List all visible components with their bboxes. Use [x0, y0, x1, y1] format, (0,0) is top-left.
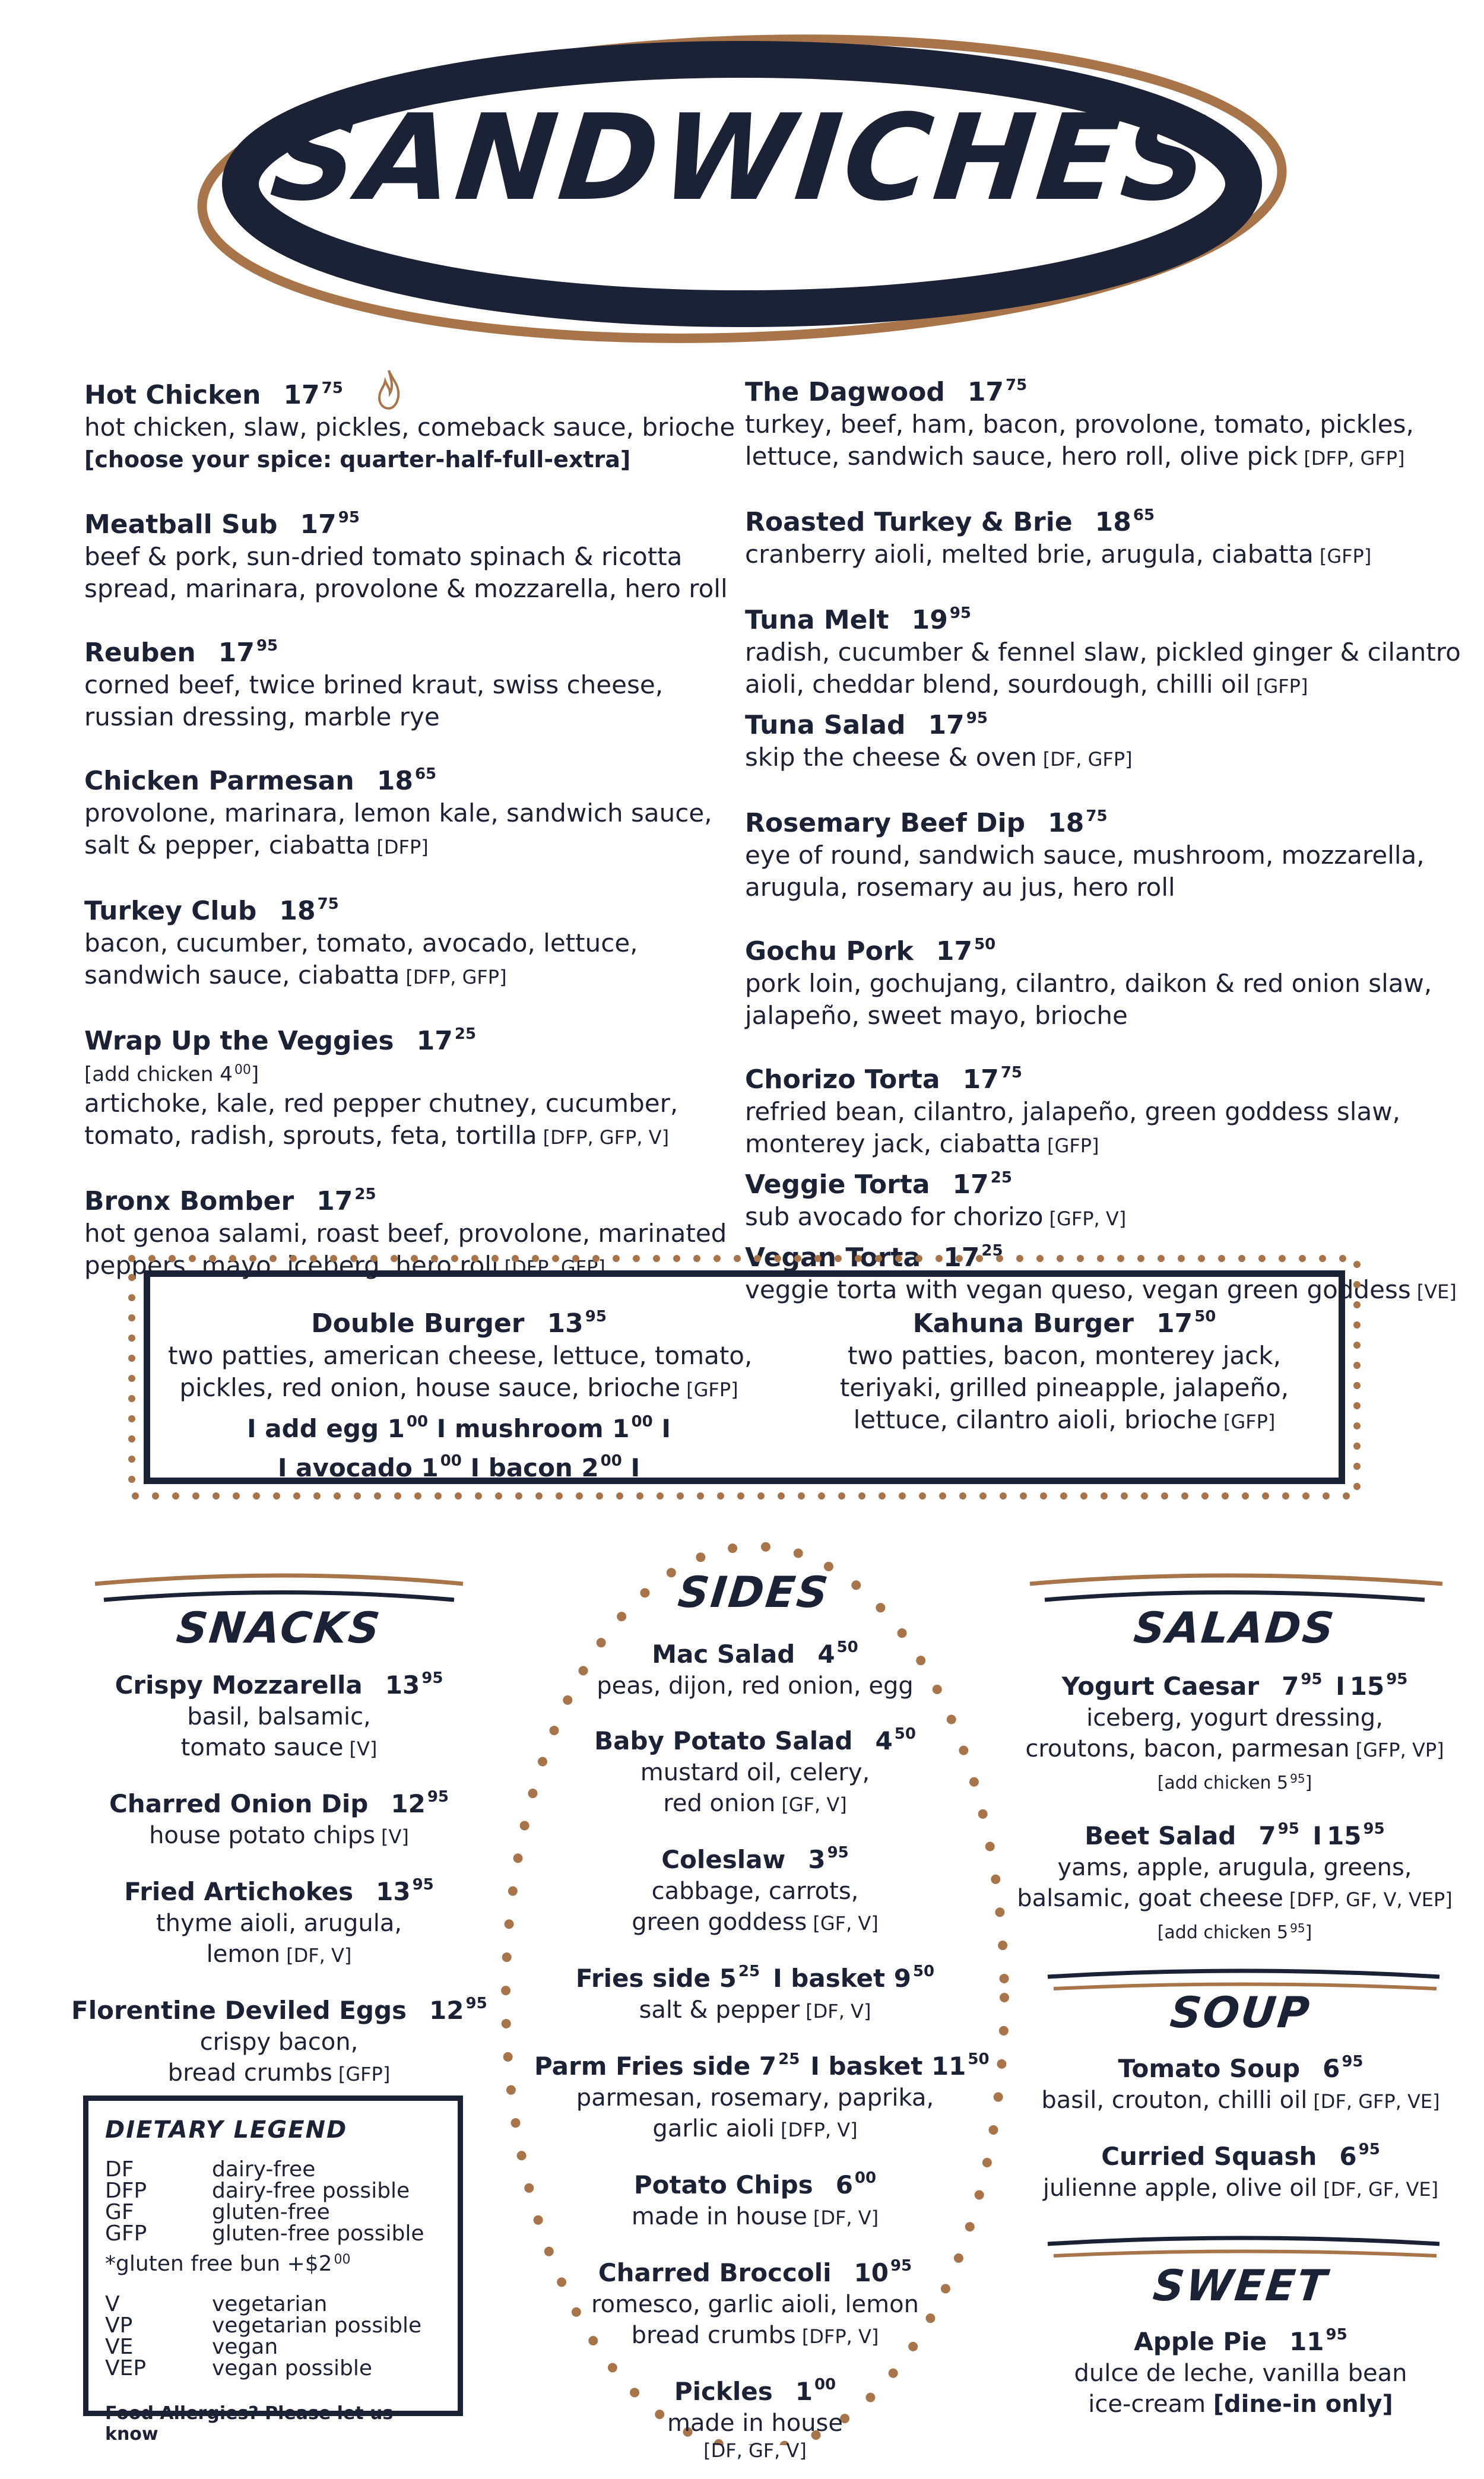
menu-item-hot-chicken	[84, 369, 735, 475]
item-price-cents: 50	[912, 1963, 935, 1980]
menu-item-roasted-turkey-brie	[745, 499, 1422, 572]
menu-item-fried-artichokes	[71, 1869, 487, 1971]
item-desc: tomato sauce	[180, 1734, 344, 1761]
item-desc: sub avocado for chorizo	[745, 1202, 1044, 1231]
title-banner	[0, 0, 1484, 356]
item-price-cents: 95	[1386, 1670, 1408, 1688]
item-price: 10	[854, 2258, 889, 2287]
item-name: Tuna Melt	[745, 605, 889, 635]
item-desc: lettuce, sandwich sauce, hero roll, olive pick	[745, 442, 1298, 471]
menu-item-kahuna-burger	[803, 1301, 1326, 1438]
item-desc: iceberg, yogurt dressing,	[1086, 1704, 1383, 1732]
legend-value: gluten-free	[212, 2200, 330, 2224]
menu-item-tuna-melt	[745, 597, 1461, 702]
item-price: 17	[1156, 1308, 1193, 1339]
item-price: 18	[376, 766, 413, 796]
addon-note-cents: 95	[1290, 1771, 1305, 1786]
item-price-cents: 25	[738, 1963, 760, 1980]
dietary-tag: [GFP]	[1223, 1410, 1276, 1433]
item-desc: spread, marinara, provolone & mozzarella, hero roll	[84, 574, 728, 603]
item-name: Gochu Pork	[745, 936, 914, 966]
menu-item-pickles	[534, 2369, 976, 2462]
legend-row	[105, 2223, 441, 2245]
item-price: 12	[391, 1789, 426, 1818]
salads-column	[1003, 1663, 1466, 1963]
legend-bun-text: *gluten free bun +$2	[105, 2252, 332, 2276]
section-title-sides: SIDES	[676, 1567, 832, 1617]
item-price-cents: 00	[814, 2376, 836, 2394]
menu-item-tuna-salad	[745, 702, 1422, 775]
item-desc: veggie torta with vegan queso, vegan green goddess	[745, 1275, 1411, 1304]
item-desc: thyme aioli, arugula,	[156, 1910, 402, 1937]
legend-title: DIETARY LEGEND	[105, 2116, 348, 2144]
dietary-tag: [V]	[381, 1825, 409, 1848]
dine-in-note: [dine-in only]	[1213, 2391, 1393, 2418]
addon-cents: 00	[440, 1452, 462, 1470]
legend-bun-note	[105, 2249, 441, 2275]
item-desc: romesco, garlic aioli, lemon	[591, 2291, 919, 2318]
item-price: 17	[300, 509, 337, 540]
item-name: Mac Salad	[652, 1640, 795, 1669]
legend-value: dairy-free	[212, 2157, 316, 2182]
item-desc: refried bean, cilantro, jalapeño, green goddess slaw,	[745, 1097, 1400, 1126]
item-price-cents: 95	[966, 709, 988, 727]
addon-cents: 00	[406, 1413, 429, 1431]
item-desc: croutons, bacon, parmesan	[1025, 1735, 1350, 1762]
item-price: 6	[1339, 2142, 1357, 2171]
item-desc: cabbage, carrots,	[651, 1878, 859, 1905]
item-price: 17	[952, 1169, 989, 1200]
menu-item-florentine-deviled-eggs	[71, 1987, 487, 2090]
menu-item-charred-onion-dip	[71, 1781, 487, 1852]
item-price-cents: 95	[890, 2257, 912, 2275]
menu-item-yogurt-caesar: Yogurt Caesar 7 $^{95}$ I 15 $^{95}$ iceberg, yogurt dressing, croutons, bacon, parmesan [GFP, VP] [add chicken 5 $^{95}$]	[1003, 1663, 1466, 1796]
item-price-cents: 95	[1363, 1820, 1385, 1838]
item-price-cents: 75	[1086, 807, 1108, 825]
legend-row	[105, 2315, 441, 2337]
dietary-tag: [GFP]	[338, 2063, 391, 2085]
item-price-cents: 95	[338, 509, 360, 527]
item-desc: balsamic, goat cheese	[1017, 1885, 1283, 1912]
addon-text: I bacon 2	[461, 1453, 599, 1482]
item-price-cents: 95	[1326, 2326, 1347, 2344]
item-name: Hot Chicken	[84, 380, 261, 410]
legend-value: gluten-free possible	[212, 2221, 424, 2246]
item-desc: yams, apple, arugula, greens,	[1057, 1854, 1412, 1881]
item-desc: made in house	[631, 2203, 807, 2230]
menu-item-chorizo-torta	[745, 1057, 1422, 1162]
legend-key: VE	[105, 2335, 134, 2359]
dietary-tag: [DF, GFP, VE]	[1313, 2090, 1440, 2113]
item-desc: russian dressing, marble rye	[84, 702, 440, 731]
item-price: 3	[808, 1845, 826, 1874]
menu-item-crispy-mozzarella	[71, 1662, 487, 1764]
item-price: 19	[911, 605, 948, 635]
dietary-tag: [GF, V]	[813, 1912, 879, 1935]
item-desc: parmesan, rosemary, paprika,	[576, 2084, 934, 2112]
menu-item-curried-squash	[1009, 2134, 1472, 2205]
item-price: 17	[218, 638, 255, 668]
item-price-cents: 95	[1342, 2053, 1363, 2071]
item-name: Double Burger	[311, 1308, 525, 1339]
item-desc: bread crumbs	[167, 2059, 332, 2087]
dietary-tag: [DF, GFP]	[1042, 748, 1133, 771]
item-desc: artichoke, kale, red pepper chutney, cucumber,	[84, 1089, 678, 1118]
item-desc: lemon	[206, 1941, 281, 1968]
addon-text: I mushroom 1	[428, 1414, 630, 1443]
menu-item-apple-pie	[1009, 2319, 1472, 2420]
legend-key: VEP	[105, 2356, 147, 2380]
dietary-tag: [DFP, GFP]	[405, 966, 507, 988]
menu-item-tomato-soup	[1009, 2046, 1472, 2117]
item-price-cents: 75	[317, 895, 339, 913]
item-price-large: 15	[1349, 1672, 1385, 1701]
item-price-cents: 50	[974, 936, 996, 953]
legend-row	[105, 2294, 441, 2315]
item-price: 7	[1258, 1821, 1276, 1850]
item-name: Coleslaw	[661, 1845, 786, 1874]
item-name: Yogurt Caesar	[1061, 1672, 1260, 1701]
legend-key: DF	[105, 2157, 134, 2182]
item-desc: made in house	[667, 2410, 843, 2437]
legend-key: DFP	[105, 2179, 147, 2203]
snacks-column	[71, 1662, 487, 2106]
item-price: 17	[283, 380, 320, 410]
item-price-cents: 95	[412, 1876, 434, 1894]
menu-item-veggie-torta	[745, 1162, 1422, 1235]
item-price-cents: 95	[827, 1844, 849, 1862]
item-desc: monterey jack, ciabatta	[745, 1129, 1042, 1158]
item-desc: julienne apple, olive oil	[1042, 2174, 1318, 2202]
addon-note-cents: 95	[1290, 1921, 1305, 1935]
item-price: 18	[279, 896, 316, 926]
item-spice-note: [choose your spice: quarter-half-full-extra]	[84, 446, 631, 473]
section-title-sweet: SWEET	[1150, 2261, 1331, 2310]
item-name: Bronx Bomber	[84, 1186, 294, 1216]
item-name: Rosemary Beef Dip	[745, 808, 1026, 838]
sweet-column	[1009, 2319, 1472, 2436]
item-price: 18	[1095, 507, 1131, 537]
item-name: Kahuna Burger	[912, 1308, 1134, 1339]
menu-item-chicken-parmesan	[84, 758, 725, 863]
item-desc: turkey, beef, ham, bacon, provolone, tomato, pickles,	[745, 410, 1414, 439]
menu-item-meatball-sub	[84, 502, 728, 605]
item-price-cents: 95	[465, 1995, 487, 2012]
item-desc: beef & pork, sun-dried tomato spinach & ricotta	[84, 542, 683, 571]
item-name: Veggie Torta	[745, 1169, 930, 1200]
dietary-tag: [DF, V]	[813, 2207, 879, 2229]
dietary-tag: [GFP]	[1255, 675, 1308, 698]
addon-cents: 00	[631, 1413, 653, 1431]
item-name: Wrap Up the Veggies	[84, 1026, 394, 1056]
menu-item-reuben	[84, 630, 725, 733]
item-price-cents: 00	[854, 2169, 877, 2187]
item-price: 17	[936, 936, 973, 966]
item-price-cents: 50	[968, 2050, 990, 2068]
menu-item-parm-fries	[534, 2043, 990, 2145]
item-desc: basil, balsamic,	[187, 1703, 371, 1730]
item-desc: two patties, bacon, monterey jack,	[848, 1341, 1281, 1370]
sides-column	[534, 1631, 990, 2479]
item-desc: mustard oil, celery,	[640, 1759, 870, 1786]
dietary-tag: [GFP]	[686, 1378, 738, 1401]
item-price-cents: 75	[321, 379, 343, 397]
spicy-flame-icon	[377, 369, 401, 411]
item-desc: skip the cheese & oven	[745, 743, 1037, 772]
dietary-tag: [DFP, GFP]	[1304, 447, 1405, 470]
item-desc: salt & pepper	[639, 1996, 800, 2024]
addon-note: [add chicken 5	[1157, 1922, 1289, 1943]
item-price: 11	[1289, 2327, 1324, 2356]
legend-row	[105, 2159, 441, 2180]
item-desc: jalapeño, sweet mayo, brioche	[745, 1001, 1128, 1030]
item-desc: two patties, american cheese, lettuce, tomato,	[168, 1341, 753, 1370]
item-price-cents: 25	[778, 2050, 800, 2068]
dietary-tag: [GFP]	[1047, 1134, 1099, 1157]
sandwiches-right-column	[745, 369, 1461, 1333]
item-name: Florentine Deviled Eggs	[71, 1996, 407, 2025]
addon-text: I	[652, 1414, 671, 1443]
item-desc: ice-cream	[1088, 2391, 1206, 2418]
dietary-tag: [DFP, V]	[801, 2325, 879, 2348]
legend-value: vegan possible	[212, 2356, 373, 2380]
item-desc: hot genoa salami, roast beef, provolone, marinated	[84, 1219, 727, 1248]
item-name: Beet Salad	[1085, 1821, 1236, 1850]
item-desc: corned beef, twice brined kraut, swiss cheese,	[84, 670, 664, 699]
legend-row	[105, 2202, 441, 2223]
item-desc: peppers, mayo, iceberg, hero roll	[84, 1251, 499, 1280]
item-name: Crispy Mozzarella	[115, 1670, 363, 1700]
item-desc: bread crumbs	[631, 2322, 796, 2349]
dietary-tag: [GFP, VP]	[1355, 1739, 1444, 1761]
menu-item-the-dagwood	[745, 369, 1422, 474]
item-name: Chorizo Torta	[745, 1064, 940, 1095]
item-price-cents: 65	[414, 765, 437, 783]
item-name: Meatball Sub	[84, 509, 278, 540]
item-price: 17	[416, 1026, 453, 1056]
menu-item-wrap-up-the-veggies: Wrap Up the Veggies 17 $^{25}$ [add chicken 4 $^{00}$] artichoke, kale, red pepper chutney, cucumber, tomato, radish, sprouts, feta, tortilla [DFP, GFP, V]	[84, 1018, 725, 1153]
item-name: Potato Chips	[633, 2170, 813, 2199]
item-price-cents: 95	[949, 604, 972, 622]
item-name: Parm Fries side 7	[534, 2052, 777, 2081]
item-price-cents: 50	[1194, 1308, 1216, 1326]
item-desc: eye of round, sandwich sauce, mushroom, mozzarella,	[745, 841, 1425, 870]
menu-item-beet-salad: Beet Salad 7 $^{95}$ I 15 $^{95}$ yams, apple, arugula, greens, balsamic, goat cheese [DFP, GF, V, VEP] [add chicken 5 $^{95}$]	[1003, 1813, 1466, 1946]
item-price-cents: 25	[454, 1025, 477, 1043]
dietary-tag: [GF, V]	[781, 1793, 847, 1816]
dietary-tag: [DFP, GFP]	[504, 1256, 605, 1279]
item-price-cents: 95	[427, 1788, 449, 1806]
item-name-basket: I basket 9	[773, 1964, 911, 1993]
legend-key: GFP	[105, 2221, 147, 2246]
item-name: Apple Pie	[1134, 2327, 1267, 2356]
item-name: The Dagwood	[745, 377, 945, 407]
addon-text: I	[621, 1453, 640, 1482]
item-price: 13	[385, 1670, 420, 1700]
addon-cents: 00	[600, 1452, 622, 1470]
item-name: Fries side 5	[575, 1964, 737, 1993]
item-price: 12	[429, 1996, 464, 2025]
item-name: Roasted Turkey & Brie	[745, 507, 1073, 537]
item-desc: hot chicken, slaw, pickles, comeback sauce, brioche	[84, 413, 735, 442]
legend-row	[105, 2337, 441, 2358]
dietary-tag: [DFP]	[376, 836, 429, 858]
item-price: 13	[376, 1877, 411, 1906]
menu-item-coleslaw	[534, 1837, 976, 1939]
menu-item-potato-chips	[534, 2162, 976, 2233]
item-desc: house potato chips	[149, 1822, 376, 1849]
item-desc: red onion	[663, 1790, 776, 1817]
item-name: Tuna Salad	[745, 710, 906, 740]
dietary-tag: [VE]	[1416, 1280, 1457, 1303]
item-desc: pork loin, gochujang, cilantro, daikon & red onion slaw,	[745, 969, 1432, 998]
item-price: 6	[1323, 2054, 1340, 2083]
item-name: Turkey Club	[84, 896, 257, 926]
sandwiches-left-column	[84, 369, 735, 1308]
item-desc: bacon, cucumber, tomato, avocado, lettuce,	[84, 928, 638, 958]
dietary-tag: [DFP, GF, V, VEP]	[1289, 1888, 1453, 1911]
item-price-cents: 50	[836, 1638, 858, 1656]
item-price-cents: 50	[894, 1725, 916, 1743]
dietary-tag: [DF, GF, VE]	[1323, 2178, 1439, 2201]
item-desc: arugula, rosemary au jus, hero roll	[745, 873, 1175, 902]
item-name: Curried Squash	[1101, 2142, 1317, 2171]
item-desc: peas, dijon, red onion, egg	[597, 1672, 914, 1700]
item-desc: teriyaki, grilled pineapple, jalapeño,	[839, 1373, 1289, 1402]
addon-note-cents: 00	[234, 1063, 251, 1077]
legend-bun-cents: 00	[334, 2252, 351, 2267]
menu-item-rosemary-beef-dip	[745, 800, 1425, 904]
legend-key: V	[105, 2292, 120, 2316]
item-price: 6	[835, 2170, 853, 2199]
item-desc: lettuce, cilantro aioli, brioche	[853, 1405, 1217, 1434]
item-desc: salt & pepper, ciabatta	[84, 830, 371, 860]
item-name-basket: I basket 11	[810, 2052, 966, 2081]
item-name: Charred Onion Dip	[109, 1789, 369, 1818]
item-price-cents: 25	[990, 1169, 1012, 1187]
item-name: Chicken Parmesan	[84, 766, 354, 796]
item-name: Reuben	[84, 638, 196, 668]
item-price-cents: 75	[1006, 376, 1028, 394]
menu-item-double-burger	[168, 1301, 753, 1484]
item-price-cents: 25	[354, 1185, 376, 1203]
allergy-note: Food Allergies? Please let us know	[105, 2403, 394, 2445]
item-desc: tomato, radish, sprouts, feta, tortilla	[84, 1121, 537, 1150]
item-price-cents: 65	[1133, 506, 1155, 524]
menu-item-bronx-bomber	[84, 1178, 725, 1283]
legend-value: vegan	[212, 2335, 278, 2359]
item-desc: pickles, red onion, house sauce, brioche	[179, 1373, 681, 1402]
menu-item-mac-salad	[534, 1631, 976, 1701]
dietary-tag: [DF, GF, V]	[703, 2439, 807, 2462]
dietary-legend-box	[83, 2096, 463, 2445]
dietary-tag: [DF, V]	[286, 1944, 352, 1967]
dietary-tag: [V]	[349, 1738, 378, 1760]
item-desc: garlic aioli	[652, 2115, 775, 2142]
dietary-tag: [DFP, V]	[781, 2119, 858, 2141]
menu-item-gochu-pork	[745, 928, 1432, 1032]
page-title: SANDWICHES	[265, 89, 1219, 227]
item-name: Baby Potato Salad	[594, 1726, 853, 1755]
item-desc: sandwich sauce, ciabatta	[84, 960, 400, 990]
item-price-cents: 95	[1301, 1670, 1323, 1688]
item-desc: basil, crouton, chilli oil	[1041, 2087, 1308, 2114]
item-price: 4	[817, 1640, 835, 1669]
legend-row	[105, 2358, 441, 2379]
item-name: Pickles	[674, 2377, 773, 2406]
item-desc: aioli, cheddar blend, sourdough, chilli oil	[745, 670, 1250, 699]
menu-item-charred-broccoli	[534, 2250, 976, 2352]
section-title-soup: SOUP	[1168, 1987, 1314, 2037]
item-price-cents: 95	[585, 1308, 607, 1326]
menu-item-fries	[534, 1955, 976, 2027]
menu-item-baby-potato-salad	[534, 1718, 976, 1820]
item-price-cents: 95	[256, 637, 278, 655]
item-price: 17	[967, 377, 1004, 407]
addon-note: [add chicken 4	[84, 1063, 233, 1086]
item-desc: cranberry aioli, melted brie, arugula, ciabatta	[745, 540, 1314, 569]
item-desc: green goddess	[632, 1909, 807, 1936]
item-desc: dulce de leche, vanilla bean	[1074, 2360, 1407, 2387]
dietary-tag: [DF, V]	[806, 2000, 871, 2022]
item-desc: radish, cucumber & fennel slaw, pickled ginger & cilantro	[745, 638, 1461, 667]
section-title-salads: SALADS	[1131, 1603, 1338, 1653]
legend-key: VP	[105, 2313, 133, 2338]
item-desc: provolone, marinara, lemon kale, sandwich sauce,	[84, 798, 712, 828]
item-price-cents: 75	[1000, 1064, 1023, 1082]
item-name: Charred Broccoli	[598, 2258, 832, 2287]
item-price-cents: 95	[1277, 1820, 1299, 1838]
legend-key: GF	[105, 2200, 134, 2224]
burger-feature-box	[144, 1270, 1345, 1484]
item-price-cents: 95	[421, 1669, 443, 1687]
item-name: Vegan Torta	[745, 1242, 921, 1273]
item-price-cents: 25	[981, 1242, 1003, 1260]
addon-text: I avocado 1	[277, 1453, 439, 1482]
dietary-tag: [DFP, GFP, V]	[543, 1126, 670, 1149]
item-price: 1	[795, 2377, 813, 2406]
item-name: Tomato Soup	[1118, 2054, 1301, 2083]
legend-value: vegetarian possible	[212, 2313, 422, 2338]
legend-row	[105, 2180, 441, 2202]
item-name: Fried Artichokes	[124, 1877, 354, 1906]
section-title-snacks: SNACKS	[174, 1603, 384, 1653]
item-price: 17	[928, 710, 965, 740]
item-price: 17	[962, 1064, 999, 1095]
menu-item-turkey-club	[84, 888, 725, 993]
dietary-tag: [GFP, V]	[1049, 1207, 1127, 1230]
item-price: 18	[1048, 808, 1085, 838]
item-price: 7	[1282, 1672, 1299, 1701]
item-price: 13	[547, 1308, 584, 1339]
item-price: 4	[875, 1726, 893, 1755]
legend-value: vegetarian	[212, 2292, 328, 2316]
legend-value: dairy-free possible	[212, 2179, 410, 2203]
item-price-large: 15	[1327, 1821, 1362, 1850]
addon-text: I add egg 1	[247, 1414, 405, 1443]
item-price: 17	[943, 1242, 980, 1273]
item-desc: crispy bacon,	[199, 2028, 359, 2056]
item-price: 17	[316, 1186, 353, 1216]
soup-column	[1009, 2046, 1472, 2221]
dietary-tag: [GFP]	[1319, 545, 1372, 568]
addon-note: [add chicken 5	[1157, 1773, 1289, 1793]
item-price-cents: 95	[1358, 2141, 1380, 2158]
